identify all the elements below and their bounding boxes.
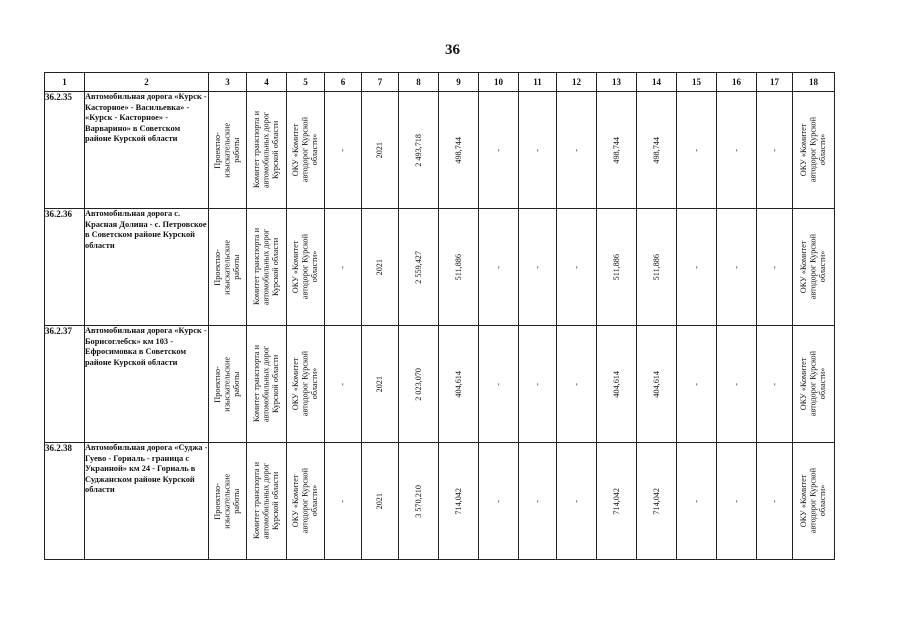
- col10-value: -: [493, 499, 503, 503]
- col17-value: -: [769, 499, 779, 503]
- col10-cell: [479, 326, 519, 443]
- header-row: [45, 73, 835, 92]
- operator: ОКУ «Комитет автодорог Курской области»: [799, 468, 828, 534]
- works-table: [44, 72, 835, 560]
- col16-cell: [717, 92, 757, 209]
- customer-cell: [247, 326, 287, 443]
- row-number: 36.2.35: [45, 92, 85, 209]
- col9-cell: [439, 209, 479, 326]
- col17-value: -: [769, 148, 779, 152]
- total-cost-cell: [399, 443, 439, 560]
- col-header: 14: [637, 73, 677, 92]
- col15-cell: [677, 92, 717, 209]
- col15-value: -: [691, 265, 701, 269]
- col13-value: 714,042: [611, 487, 621, 515]
- col-header: 12: [557, 73, 597, 92]
- table-row: [45, 209, 835, 326]
- col11-cell: [519, 443, 557, 560]
- col17-cell: [757, 209, 793, 326]
- col14-cell: [637, 209, 677, 326]
- col-header: 7: [362, 73, 399, 92]
- col12-cell: [557, 92, 597, 209]
- page-number: 36: [445, 42, 460, 58]
- total-cost-value: 2 559,427: [413, 250, 423, 284]
- work-type: Проектно- изыскательские работы: [213, 356, 242, 412]
- table-row: [45, 92, 835, 209]
- col-header: 15: [677, 73, 717, 92]
- col11-value: -: [532, 148, 542, 152]
- col-header: 5: [287, 73, 325, 92]
- col6-cell: [325, 92, 362, 209]
- col6-value: -: [338, 382, 348, 386]
- col15-cell: [677, 443, 717, 560]
- col11-cell: [519, 209, 557, 326]
- customer: Комитет транспорта и автомобильных дорог Курской области: [252, 228, 281, 306]
- executor: ОКУ «Комитет автодорог Курской области»: [291, 234, 320, 300]
- col13-value: 404,614: [611, 370, 621, 398]
- work-type-cell: [209, 443, 247, 560]
- col13-cell: [597, 326, 637, 443]
- year-value: 2021: [375, 141, 385, 159]
- work-type: Проектно- изыскательские работы: [213, 122, 242, 178]
- col-header: 1: [45, 73, 85, 92]
- row-number: 36.2.37: [45, 326, 85, 443]
- col9-cell: [439, 326, 479, 443]
- col-header: 2: [85, 73, 209, 92]
- col-header: 6: [325, 73, 362, 92]
- operator: ОКУ «Комитет автодорог Курской области»: [799, 351, 828, 417]
- col14-value: 498,744: [651, 136, 661, 164]
- col17-value: -: [769, 265, 779, 269]
- col6-value: -: [338, 148, 348, 152]
- executor-cell: [287, 209, 325, 326]
- col14-value: 404,614: [651, 370, 661, 398]
- col17-value: -: [769, 382, 779, 386]
- col-header: 13: [597, 73, 637, 92]
- operator: ОКУ «Комитет автодорог Курской области»: [799, 234, 828, 300]
- total-cost-cell: [399, 326, 439, 443]
- total-cost-value: 3 570,210: [413, 484, 423, 518]
- col9-value: 404,614: [453, 370, 463, 398]
- col12-value: -: [571, 382, 581, 386]
- object-name: Автомобильная дорога «Курск - Касторное» - Васильевка» - «Курск - Касторное» - Варварино» в Советском районе Курской области: [85, 92, 209, 209]
- col-header: 18: [793, 73, 835, 92]
- operator: ОКУ «Комитет автодорог Курской области»: [799, 117, 828, 183]
- col17-cell: [757, 326, 793, 443]
- col16-value: -: [731, 382, 741, 386]
- executor-cell: [287, 443, 325, 560]
- col10-cell: [479, 443, 519, 560]
- col16-cell: [717, 209, 757, 326]
- col9-value: 714,042: [453, 487, 463, 515]
- object-name: Автомобильная дорога «Суджа - Гуево - Гориаль - граница с Украиной» км 24 - Гориаль в Суджанском районе Курской области: [85, 443, 209, 560]
- col12-value: -: [571, 148, 581, 152]
- operator-cell: [793, 326, 835, 443]
- col17-cell: [757, 443, 793, 560]
- total-cost-value: 2 023,070: [413, 367, 423, 401]
- col13-value: 498,744: [611, 136, 621, 164]
- col6-value: -: [338, 265, 348, 269]
- col14-value: 511,886: [651, 253, 661, 281]
- col6-value: -: [338, 499, 348, 503]
- col-header: 8: [399, 73, 439, 92]
- operator-cell: [793, 209, 835, 326]
- col12-cell: [557, 443, 597, 560]
- year-value: 2021: [375, 492, 385, 510]
- col10-cell: [479, 209, 519, 326]
- work-type: Проектно- изыскательские работы: [213, 239, 242, 295]
- col-header: 16: [717, 73, 757, 92]
- col11-value: -: [532, 265, 542, 269]
- year-value: 2021: [375, 258, 385, 276]
- col-header: 11: [519, 73, 557, 92]
- total-cost-value: 2 493,718: [413, 133, 423, 167]
- col13-cell: [597, 92, 637, 209]
- col11-cell: [519, 326, 557, 443]
- col15-cell: [677, 326, 717, 443]
- col16-value: -: [731, 265, 741, 269]
- total-cost-cell: [399, 209, 439, 326]
- executor: ОКУ «Комитет автодорог Курской области»: [291, 468, 320, 534]
- col16-value: -: [731, 148, 741, 152]
- col15-value: -: [691, 148, 701, 152]
- year-cell: [362, 326, 399, 443]
- table-row: [45, 443, 835, 560]
- col-header: 17: [757, 73, 793, 92]
- executor-cell: [287, 326, 325, 443]
- work-type-cell: [209, 326, 247, 443]
- col16-cell: [717, 443, 757, 560]
- col-header: 3: [209, 73, 247, 92]
- col16-cell: [717, 326, 757, 443]
- col12-value: -: [571, 265, 581, 269]
- col15-cell: [677, 209, 717, 326]
- customer-cell: [247, 92, 287, 209]
- col14-value: 714,042: [651, 487, 661, 515]
- col11-value: -: [532, 499, 542, 503]
- customer: Комитет транспорта и автомобильных дорог Курской области: [252, 462, 281, 540]
- executor: ОКУ «Комитет автодорог Курской области»: [291, 117, 320, 183]
- year-cell: [362, 92, 399, 209]
- year-cell: [362, 443, 399, 560]
- object-name: Автомобильная дорога «Курск - Борисоглебск» км 103 - Ефросимовка в Советском районе Курской области: [85, 326, 209, 443]
- col13-cell: [597, 209, 637, 326]
- col6-cell: [325, 326, 362, 443]
- col12-cell: [557, 326, 597, 443]
- operator-cell: [793, 443, 835, 560]
- col9-value: 498,744: [453, 136, 463, 164]
- row-number: 36.2.38: [45, 443, 85, 560]
- col16-value: -: [731, 499, 741, 503]
- work-type-cell: [209, 92, 247, 209]
- work-type-cell: [209, 209, 247, 326]
- col10-cell: [479, 92, 519, 209]
- customer-cell: [247, 209, 287, 326]
- table-row: [45, 326, 835, 443]
- year-value: 2021: [375, 375, 385, 393]
- col11-value: -: [532, 382, 542, 386]
- col13-value: 511,886: [611, 253, 621, 281]
- customer-cell: [247, 443, 287, 560]
- col9-cell: [439, 92, 479, 209]
- col14-cell: [637, 443, 677, 560]
- executor-cell: [287, 92, 325, 209]
- col15-value: -: [691, 382, 701, 386]
- col12-value: -: [571, 499, 581, 503]
- col-header: 4: [247, 73, 287, 92]
- customer: Комитет транспорта и автомобильных дорог Курской области: [252, 345, 281, 423]
- col17-cell: [757, 92, 793, 209]
- work-type: Проектно- изыскательские работы: [213, 473, 242, 529]
- year-cell: [362, 209, 399, 326]
- col6-cell: [325, 443, 362, 560]
- executor: ОКУ «Комитет автодорог Курской области»: [291, 351, 320, 417]
- col-header: 9: [439, 73, 479, 92]
- col10-value: -: [493, 148, 503, 152]
- col11-cell: [519, 92, 557, 209]
- customer: Комитет транспорта и автомобильных дорог Курской области: [252, 111, 281, 189]
- col6-cell: [325, 209, 362, 326]
- col15-value: -: [691, 499, 701, 503]
- col13-cell: [597, 443, 637, 560]
- col9-cell: [439, 443, 479, 560]
- col-header: 10: [479, 73, 519, 92]
- object-name: Автомобильная дорога с. Красная Долина - с. Петровское в Советском районе Курской области: [85, 209, 209, 326]
- operator-cell: [793, 92, 835, 209]
- col10-value: -: [493, 265, 503, 269]
- col10-value: -: [493, 382, 503, 386]
- col12-cell: [557, 209, 597, 326]
- col14-cell: [637, 92, 677, 209]
- total-cost-cell: [399, 92, 439, 209]
- col9-value: 511,886: [453, 253, 463, 281]
- col14-cell: [637, 326, 677, 443]
- row-number: 36.2.36: [45, 209, 85, 326]
